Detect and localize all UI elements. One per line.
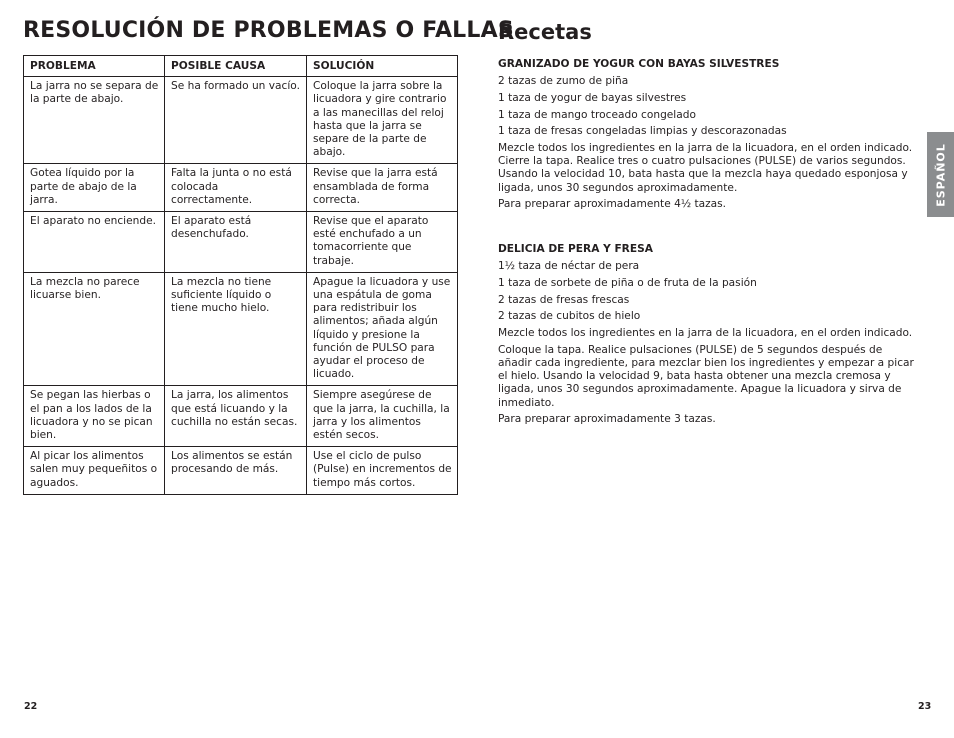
solution-cell: Revise que el aparato esté enchufado a un tomacorriente que trabaje. [307,212,458,273]
recipe-line: 1 taza de fresas congeladas limpias y descorazonadas [498,125,787,138]
solution-cell: Coloque la jarra sobre la licuadora y gire contrario a las manecillas del reloj hasta que la jarra se separe de la parte de abajo. [307,77,458,164]
language-side-tab [927,132,954,217]
table-row [24,77,458,164]
table-row [24,212,458,273]
recipe-line: 2 tazas de fresas frescas [498,293,630,306]
table-row [24,386,458,447]
recipe-line: Mezcle todos los ingredientes en la jarra de la licuadora, en el orden indicado. Cierre la tapa. Realice tres o cuatro pulsaciones (PULSE) de varios segundos. Usando la velocidad 10, bata hasta que la mezcla haya quedado esponjosa y ligada, unos 30 segundos aproximadamente. [498,142,913,194]
recipe-line: 1½ taza de néctar de pera [498,260,640,273]
problem-cell: Al picar los alimentos salen muy pequeñitos o aguados. [24,447,165,495]
recipe-spacer [498,215,918,243]
recipe [498,243,918,426]
header-solution: SOLUCIÓN [307,56,458,77]
table-row [24,164,458,212]
recipe-line: Para preparar aproximadamente 3 tazas. [498,413,716,426]
recipes-section [498,58,918,430]
recipe-line: 1 taza de sorbete de piña o de fruta de la pasión [498,276,757,289]
recipe-line: 1 taza de yogur de bayas silvestres [498,91,687,104]
recipe-line: Mezcle todos los ingredientes en la jarra de la licuadora, en el orden indicado. [498,327,913,340]
right-page-title: Recetas [498,20,592,44]
recipe-line: Coloque la tapa. Realice pulsaciones (PULSE) de 5 segundos después de añadir cada ingrediente, para mezclar bien los ingredientes y empezar a picar el hielo. Usando la velocidad 9, bata hasta obtener una mezcla cremosa y ligada, unos 30 segundos aproximadamente. Apague la licuadora y sirva de inmediato. [498,343,914,409]
page-number-right: 23 [918,701,932,712]
cause-cell: Los alimentos se están procesando de más. [165,447,307,495]
recipe-line: 1 taza de mango troceado congelado [498,108,696,121]
problem-cell: Gotea líquido por la parte de abajo de la jarra. [24,164,165,212]
recipe [498,58,918,212]
recipe-line: Para preparar aproximadamente 4½ tazas. [498,198,727,211]
table-row [24,272,458,386]
problem-cell: La jarra no se separa de la parte de abajo. [24,77,165,164]
page-number-left: 22 [24,701,38,712]
solution-cell: Apague la licuadora y use una espátula de goma para redistribuir los alimentos; añada algún líquido y presione la función de PULSO para ayudar el proceso de licuado. [307,272,458,386]
problem-cell: La mezcla no parece licuarse bien. [24,272,165,386]
left-page-title: RESOLUCIÓN DE PROBLEMAS O FALLAS [23,18,514,43]
problem-cell: Se pegan las hierbas o el pan a los lados de la licuadora y no se pican bien. [24,386,165,447]
recipe-title: GRANIZADO DE YOGUR CON BAYAS SILVESTRES [498,58,780,70]
header-problem: PROBLEMA [24,56,165,77]
recipe-line: 2 tazas de cubitos de hielo [498,310,641,323]
problem-cell: El aparato no enciende. [24,212,165,273]
cause-cell: Se ha formado un vacío. [165,77,307,164]
troubleshooting-table [23,55,458,495]
solution-cell: Use el ciclo de pulso (Pulse) en incrementos de tiempo más cortos. [307,447,458,495]
table-header-row [24,56,458,77]
table-row [24,447,458,495]
language-tab-label: ESPAÑOL [934,142,947,207]
cause-cell: El aparato está desenchufado. [165,212,307,273]
cause-cell: La mezcla no tiene suficiente líquido o tiene mucho hielo. [165,272,307,386]
header-cause: POSIBLE CAUSA [165,56,307,77]
cause-cell: La jarra, los alimentos que está licuando y la cuchilla no están secas. [165,386,307,447]
solution-cell: Siempre asegúrese de que la jarra, la cuchilla, la jarra y los alimentos estén secos. [307,386,458,447]
cause-cell: Falta la junta o no está colocada correctamente. [165,164,307,212]
solution-cell: Revise que la jarra está ensamblada de forma correcta. [307,164,458,212]
recipe-title: DELICIA DE PERA Y FRESA [498,243,653,256]
recipe-line: 2 tazas de zumo de piña [498,75,629,88]
